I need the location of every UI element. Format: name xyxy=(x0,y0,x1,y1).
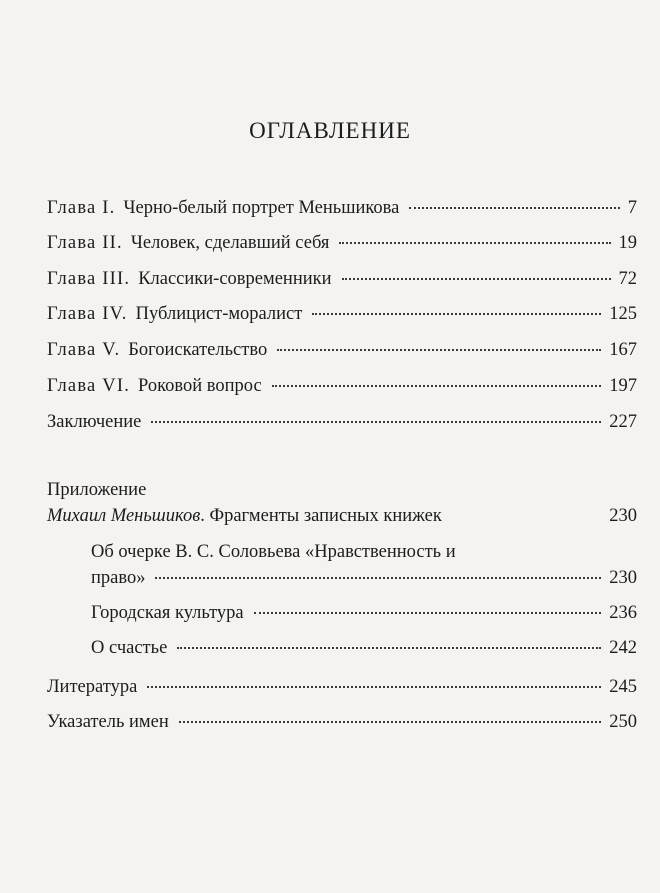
chapter-title: Публицист-моралист xyxy=(135,304,303,324)
toc-entry-section-soloviev[interactable] xyxy=(91,568,637,598)
dot-leader xyxy=(409,206,619,209)
dot-leader xyxy=(179,720,602,723)
toc-entry-chapter-6[interactable] xyxy=(47,376,637,406)
page-number: 245 xyxy=(609,677,637,697)
dot-leader xyxy=(339,241,610,244)
page-number: 72 xyxy=(618,269,637,289)
page-number: 197 xyxy=(609,376,637,396)
section-title-line-2: право» xyxy=(91,568,146,588)
dot-leader xyxy=(452,514,601,517)
author-name: Михаил Меньшиков xyxy=(47,506,201,526)
page-number: 19 xyxy=(618,233,637,253)
page-number: 167 xyxy=(609,340,637,360)
dot-leader xyxy=(342,277,611,280)
section-title-line-1: Об очерке В. С. Соловьева «Нравственность и xyxy=(91,542,456,562)
toc-entry-chapter-5[interactable] xyxy=(47,340,637,370)
chapter-title: Человек, сделавший себя xyxy=(130,233,330,253)
chapter-title: Богоискательство xyxy=(128,340,268,360)
dot-leader xyxy=(312,312,601,315)
entry-title: Указатель имен xyxy=(47,712,169,732)
chapter-number: Глава III. xyxy=(47,269,131,289)
toc-entry-literature[interactable] xyxy=(47,677,637,707)
toc-entry-chapter-1[interactable] xyxy=(47,198,637,228)
page-number: 242 xyxy=(609,638,637,658)
chapter-number: Глава I. xyxy=(47,198,116,218)
dot-leader xyxy=(272,384,602,387)
toc-entry-chapter-2[interactable] xyxy=(47,233,637,263)
dot-leader xyxy=(254,611,602,614)
chapter-number: Глава VI. xyxy=(47,376,131,396)
toc-entry-chapter-3[interactable] xyxy=(47,269,637,299)
toc-entry-section-city-culture[interactable] xyxy=(91,603,637,633)
entry-title: Заключение xyxy=(47,412,142,432)
chapter-number: Глава V. xyxy=(47,340,121,360)
toc-entry-conclusion[interactable] xyxy=(47,412,637,442)
dot-leader xyxy=(177,646,601,649)
toc-entry-name-index[interactable] xyxy=(47,712,637,742)
dot-leader xyxy=(151,420,601,423)
entry-title: Литература xyxy=(47,677,138,697)
page-title: ОГЛАВЛЕНИЕ xyxy=(249,118,411,143)
chapter-title: Классики-современники xyxy=(138,269,332,289)
appendix-label: Приложение xyxy=(47,480,147,500)
dot-leader xyxy=(147,685,601,688)
entry-title xyxy=(47,506,442,527)
dot-leader xyxy=(277,348,601,351)
page-number: 125 xyxy=(609,304,637,324)
chapter-title: Роковой вопрос xyxy=(138,376,262,396)
toc-entry-chapter-4[interactable] xyxy=(47,304,637,334)
page-number: 236 xyxy=(609,603,637,623)
page-number: 230 xyxy=(609,568,637,588)
toc-entry-section-happiness[interactable] xyxy=(91,638,637,668)
work-title: . Фрагменты записных книжек xyxy=(200,506,442,526)
chapter-number: Глава II. xyxy=(47,233,123,253)
section-title: Городская культура xyxy=(91,603,244,623)
section-title: О счастье xyxy=(91,638,168,658)
page-number: 7 xyxy=(627,198,637,218)
page-number: 227 xyxy=(609,412,637,432)
dot-leader xyxy=(155,576,601,579)
chapter-number: Глава IV. xyxy=(47,304,128,324)
chapter-title: Черно-белый портрет Меньшикова xyxy=(123,198,400,218)
page-number: 250 xyxy=(609,712,637,732)
toc-entry-appendix-fragments[interactable] xyxy=(47,506,637,536)
page-number: 230 xyxy=(609,506,637,526)
